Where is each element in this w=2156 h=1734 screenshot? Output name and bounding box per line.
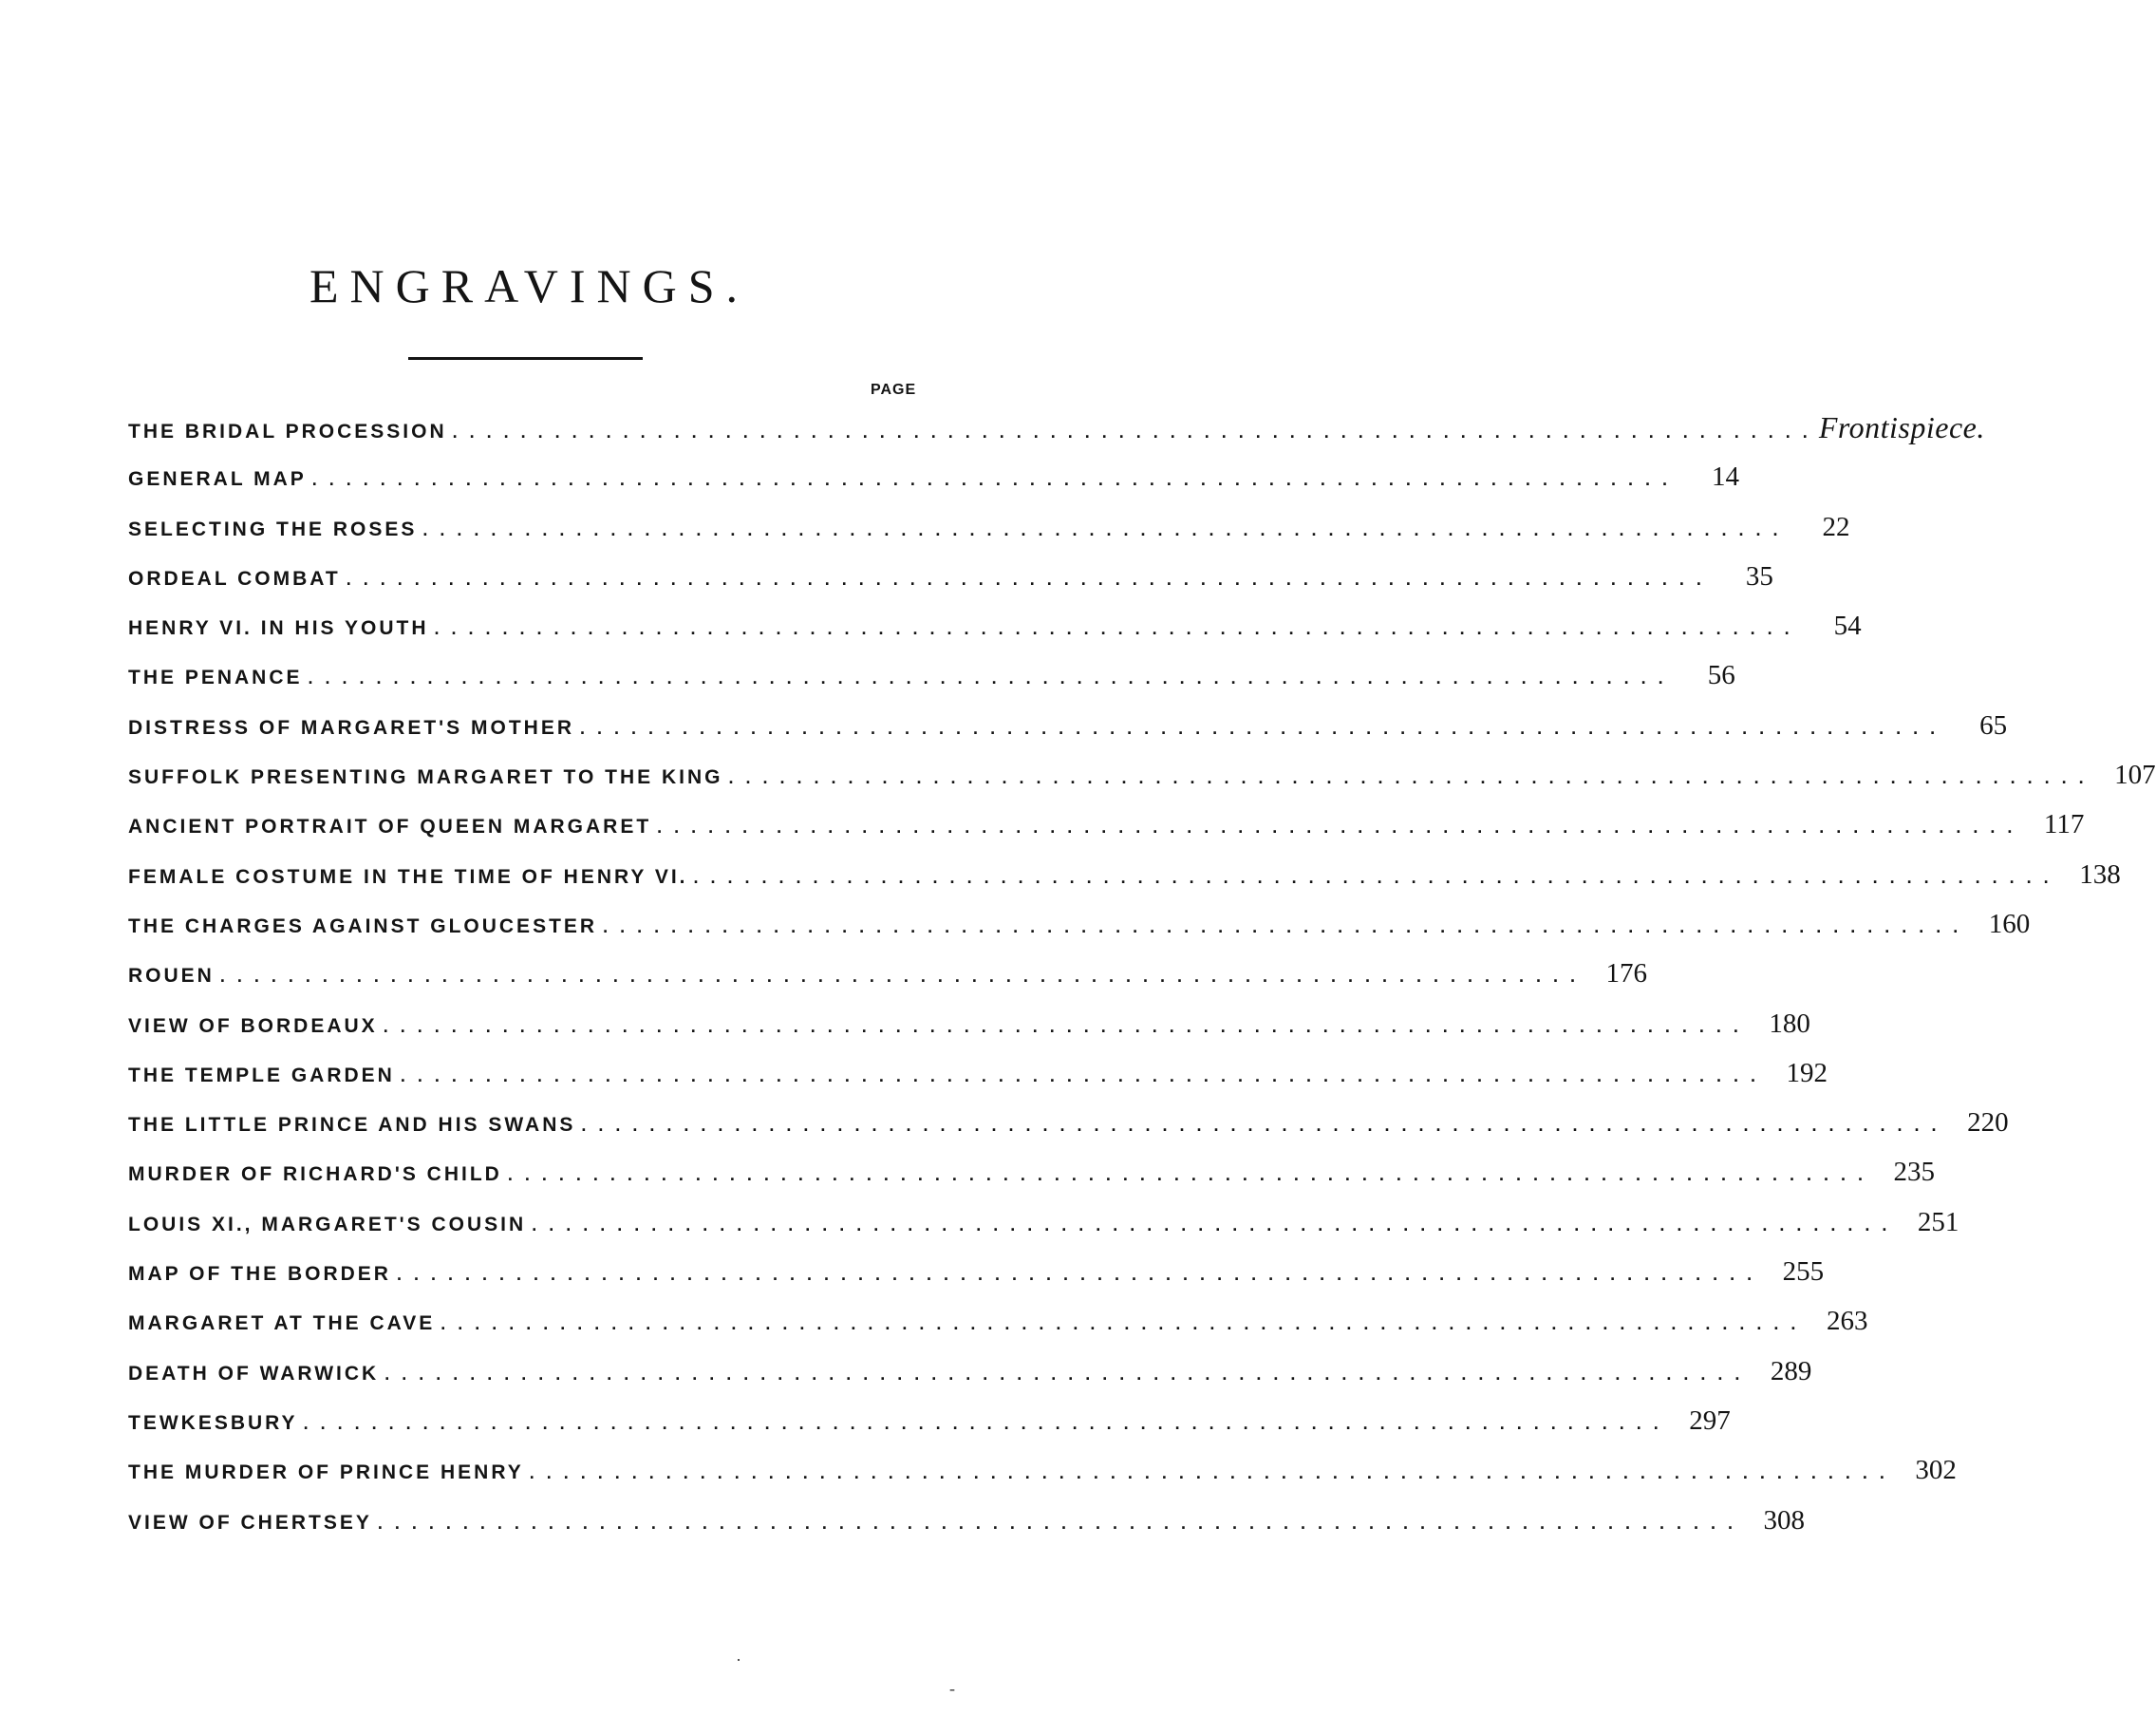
- entry-page-number: 176: [1605, 958, 1647, 990]
- entry-page-number: 138: [2079, 858, 2121, 890]
- dot-leader: . . . . . . . . . . . . . . . . . . . . . . . . . . . . . . . . . . . . . . . . . . . . . . . . . . . . . . . . . . . . . . . . . . . . . . . . . . . . . . . .: [219, 967, 1579, 987]
- list-item: [128, 1296, 1868, 1346]
- list-item: [128, 1048, 1828, 1098]
- entry-title: DEATH OF WARWICK: [128, 1362, 380, 1385]
- entry-page-number: 251: [1917, 1206, 1959, 1237]
- entry-page-number: 22: [1822, 511, 1850, 542]
- dot-leader: . . . . . . . . . . . . . . . . . . . . . . . . . . . . . . . . . . . . . . . . . . . . . . . . . . . . . . . . . . . . . . . . . . . . . . . . . . . . . . . .: [507, 1165, 1866, 1185]
- entry-title: FEMALE COSTUME IN THE TIME OF HENRY VI.: [128, 865, 688, 888]
- entry-title: TEWKESBURY: [128, 1411, 298, 1434]
- entry-page-number: 302: [1915, 1455, 1957, 1486]
- print-speck: ·: [736, 1650, 741, 1669]
- entry-page-number: 289: [1770, 1355, 1812, 1386]
- dot-leader: . . . . . . . . . . . . . . . . . . . . . . . . . . . . . . . . . . . . . . . . . . . . . . . . . . . . . . . . . . . . . . . . . . . . . . . . . . . . . . . .: [441, 1314, 1800, 1334]
- dot-leader: . . . . . . . . . . . . . . . . . . . . . . . . . . . . . . . . . . . . . . . . . . . . . . . . . . . . . . . . . . . . . . . . . . . . . . . . . . . . . . . .: [396, 1265, 1756, 1285]
- entry-page-number: Frontispiece.: [1818, 410, 1985, 444]
- entry-title: MARGARET AT THE CAVE: [128, 1312, 436, 1335]
- list-item: [128, 800, 2085, 849]
- list-item: [128, 850, 2121, 899]
- entry-page-number: 235: [1893, 1157, 1935, 1188]
- dot-leader: . . . . . . . . . . . . . . . . . . . . . . . . . . . . . . . . . . . . . . . . . . . . . . . . . . . . . . . . . . . . . . . . . . . . . . . . . . . . . . . .: [581, 1116, 1940, 1136]
- entry-title: GENERAL MAP: [128, 468, 307, 491]
- entry-title: VIEW OF CHERTSEY: [128, 1511, 372, 1534]
- list-item: [128, 999, 1810, 1048]
- list-item: [128, 601, 1862, 650]
- entry-page-number: 180: [1769, 1008, 1810, 1039]
- dot-leader: . . . . . . . . . . . . . . . . . . . . . . . . . . . . . . . . . . . . . . . . . . . . . . . . . . . . . . . . . . . . . . . . . . . . . . . . . . . . . . . .: [346, 569, 1705, 589]
- dot-leader: . . . . . . . . . . . . . . . . . . . . . . . . . . . . . . . . . . . . . . . . . . . . . . . . . . . . . . . . . . . . . . . . . . . . . . . . . . . . . . . .: [434, 619, 1793, 639]
- dot-leader: . . . . . . . . . . . . . . . . . . . . . . . . . . . . . . . . . . . . . . . . . . . . . . . . . . . . . . . . . . . . . . . . . . . . . . . . . . . . . . . .: [532, 1215, 1891, 1235]
- dot-leader: . . . . . . . . . . . . . . . . . . . . . . . . . . . . . . . . . . . . . . . . . . . . . . . . . . . . . . . . . . . . . . . . . . . . . . . . . . . . . . . .: [377, 1513, 1737, 1533]
- list-item: [128, 1445, 1957, 1495]
- list-item: [128, 1147, 1935, 1197]
- dot-leader: . . . . . . . . . . . . . . . . . . . . . . . . . . . . . . . . . . . . . . . . . . . . . . . . . . . . . . . . . . . . . . . . . . . . . . . . . . . . . . . .: [529, 1463, 1888, 1483]
- dot-leader: . . . . . . . . . . . . . . . . . . . . . . . . . . . . . . . . . . . . . . . . . . . . . . . . . . . . . . . . . . . . . . . . . . . . . . . . . . . . . . . .: [728, 768, 2088, 788]
- entry-title: THE MURDER OF PRINCE HENRY: [128, 1461, 524, 1484]
- dot-leader: . . . . . . . . . . . . . . . . . . . . . . . . . . . . . . . . . . . . . . . . . . . . . . . . . . . . . . . . . . . . . . . . . . . . . . . . . . . . . . . .: [657, 818, 2016, 838]
- dot-leader: . . . . . . . . . . . . . . . . . . . . . . . . . . . . . . . . . . . . . . . . . . . . . . . . . . . . . . . . . . . . . . . . . . . . . . . . . . . . . . . .: [580, 718, 1940, 738]
- dot-leader: . . . . . . . . . . . . . . . . . . . . . . . . . . . . . . . . . . . . . . . . . . . . . . . . . . . . . . . . . . . . . . . . . . . . . . . . . . . . . . . .: [422, 519, 1782, 539]
- dot-leader: . . . . . . . . . . . . . . . . . . . . . . . . . . . . . . . . . . . . . . . . . . . . . . . . . . . . . . . . . . . . . . . . . . . . . . . . . . . . . . . .: [400, 1065, 1759, 1085]
- entry-title: ROUEN: [128, 965, 215, 988]
- dot-leader: . . . . . . . . . . . . . . . . . . . . . . . . . . . . . . . . . . . . . . . . . . . . . . . . . . . . . . . . . . . . . . . . . . . . . . . . . . . . . . . .: [308, 669, 1667, 688]
- dot-leader: . . . . . . . . . . . . . . . . . . . . . . . . . . . . . . . . . . . . . . . . . . . . . . . . . . . . . . . . . . . . . . . . . . . . . . . . . . . . . . . .: [384, 1364, 1744, 1384]
- page-column-heading: PAGE: [871, 382, 917, 398]
- engravings-list: [128, 403, 2156, 1545]
- entry-page-number: 220: [1967, 1107, 2009, 1139]
- entry-title: THE PENANCE: [128, 667, 303, 689]
- list-item: [128, 1098, 2009, 1147]
- entry-page-number: 192: [1786, 1057, 1828, 1088]
- print-speck: -: [949, 1679, 955, 1698]
- list-item: [128, 899, 2031, 949]
- entry-page-number: 65: [1979, 709, 2008, 741]
- entry-title: HENRY VI. IN HIS YOUTH: [128, 617, 429, 640]
- entry-title: SUFFOLK PRESENTING MARGARET TO THE KING: [128, 766, 723, 789]
- list-item: [128, 949, 1647, 998]
- list-item: [128, 1496, 1806, 1545]
- list-item: [128, 452, 1739, 501]
- entry-title: ANCIENT PORTRAIT OF QUEEN MARGARET: [128, 816, 652, 839]
- list-item: [128, 403, 1985, 452]
- entry-page-number: 297: [1689, 1404, 1731, 1436]
- list-item: [128, 502, 1850, 552]
- dot-leader: . . . . . . . . . . . . . . . . . . . . . . . . . . . . . . . . . . . . . . . . . . . . . . . . . . . . . . . . . . . . . . . . . . . . . . . . . . . . . . . .: [452, 423, 1811, 442]
- entry-page-number: 14: [1711, 462, 1739, 493]
- entry-title: THE LITTLE PRINCE AND HIS SWANS: [128, 1114, 576, 1137]
- dot-leader: . . . . . . . . . . . . . . . . . . . . . . . . . . . . . . . . . . . . . . . . . . . . . . . . . . . . . . . . . . . . . . . . . . . . . . . . . . . . . . . .: [311, 470, 1671, 490]
- entry-title: MAP OF THE BORDER: [128, 1263, 391, 1286]
- list-item: [128, 1197, 1959, 1247]
- list-item: [128, 701, 2008, 750]
- entry-title: ORDEAL COMBAT: [128, 567, 341, 590]
- entry-page-number: 117: [2043, 809, 2085, 840]
- entry-page-number: 54: [1833, 611, 1862, 642]
- list-item: [128, 750, 2156, 800]
- list-item: [128, 1347, 1812, 1396]
- entry-page-number: 56: [1707, 660, 1735, 691]
- entry-title: VIEW OF BORDEAUX: [128, 1014, 378, 1037]
- entry-page-number: 255: [1782, 1256, 1825, 1288]
- entry-page-number: 160: [1988, 908, 2031, 939]
- entry-title: THE TEMPLE GARDEN: [128, 1064, 395, 1086]
- dot-leader: . . . . . . . . . . . . . . . . . . . . . . . . . . . . . . . . . . . . . . . . . . . . . . . . . . . . . . . . . . . . . . . . . . . . . . . . . . . . . . . .: [303, 1413, 1662, 1433]
- page-title: ENGRAVINGS.: [309, 259, 750, 312]
- list-item: [128, 1396, 1731, 1445]
- entry-title: LOUIS XI., MARGARET'S COUSIN: [128, 1213, 527, 1235]
- title-rule: [408, 357, 643, 360]
- dot-leader: . . . . . . . . . . . . . . . . . . . . . . . . . . . . . . . . . . . . . . . . . . . . . . . . . . . . . . . . . . . . . . . . . . . . . . . . . . . . . . . .: [603, 916, 1962, 936]
- entry-title: DISTRESS OF MARGARET'S MOTHER: [128, 716, 575, 739]
- entry-page-number: 308: [1763, 1504, 1806, 1536]
- entry-title: SELECTING THE ROSES: [128, 518, 418, 540]
- list-item: [128, 650, 1735, 700]
- dot-leader: . . . . . . . . . . . . . . . . . . . . . . . . . . . . . . . . . . . . . . . . . . . . . . . . . . . . . . . . . . . . . . . . . . . . . . . . . . . . . . . .: [693, 867, 2053, 887]
- dot-leader: . . . . . . . . . . . . . . . . . . . . . . . . . . . . . . . . . . . . . . . . . . . . . . . . . . . . . . . . . . . . . . . . . . . . . . . . . . . . . . . .: [383, 1016, 1742, 1036]
- entry-page-number: 35: [1745, 560, 1773, 592]
- entry-title: MURDER OF RICHARD'S CHILD: [128, 1163, 502, 1186]
- entry-title: THE BRIDAL PROCESSION: [128, 421, 447, 443]
- entry-title: THE CHARGES AGAINST GLOUCESTER: [128, 914, 598, 937]
- entry-page-number: 107: [2114, 760, 2156, 791]
- list-item: [128, 552, 1773, 601]
- list-item: [128, 1247, 1825, 1296]
- entry-page-number: 263: [1826, 1306, 1868, 1337]
